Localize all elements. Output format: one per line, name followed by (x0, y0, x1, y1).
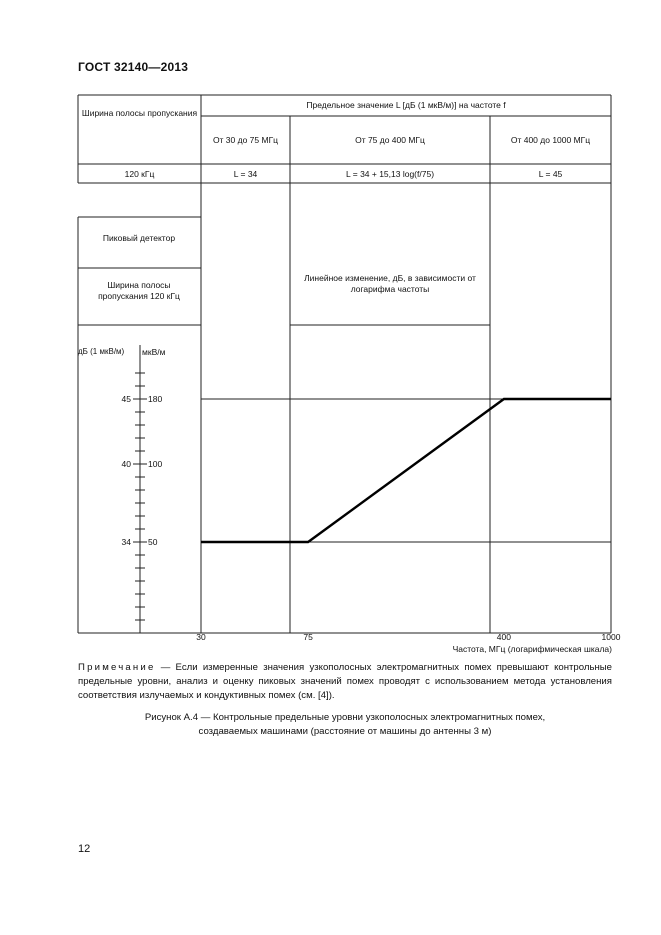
linear-annotation: Линейное изменение, дБ, в зависимости от логарифма частоты (304, 273, 476, 294)
bandwidth-value: 120 кГц (124, 169, 155, 179)
y-tick-label-db: 40 (121, 459, 131, 469)
unit-uv: мкВ/м (142, 347, 166, 357)
y-tick-label-uv: 50 (148, 537, 158, 547)
limit-line (201, 399, 611, 542)
range-1: От 30 до 75 МГц (212, 135, 279, 145)
limit-curve (201, 399, 611, 542)
x-tick-label: 1000 (601, 632, 621, 642)
note-label: Примечание (78, 662, 156, 673)
caption-line-2: создаваемых машинами (расстояние от машины до антенны 3 м) (198, 726, 492, 737)
figure-caption (78, 711, 612, 739)
y-tick-label-db: 34 (121, 537, 131, 547)
caption-line-1: Рисунок А.4 — Контрольные предельные уровни узкополосных электромагнитных помех, (144, 712, 546, 723)
side-bandwidth-label: Ширина полосы пропускания 120 кГц (98, 280, 180, 301)
x-tick-label: 75 (303, 632, 313, 642)
note-text: — Если измеренные значения узкополосных электромагнитных помех превышают контрольные предельные уровни, анализ и оценку пиковых значений помех проводят с использованием метода установления соответствия излучаемых и кондуктивных помех (см. [4]). (78, 662, 612, 701)
x-axis-title: Частота, МГц (логарифмическая шкала) (452, 644, 612, 654)
limit-header: Предельное значение L [дБ (1 мкВ/м)] на частоте f (306, 100, 506, 110)
bandwidth-header: Ширина полосы пропускания (81, 108, 198, 118)
note (78, 661, 612, 703)
y-tick-label-uv: 180 (148, 394, 163, 404)
unit-db: дБ (1 мкВ/м) (78, 347, 125, 356)
range-3: От 400 до 1000 МГц (510, 135, 591, 145)
y-tick-label-db: 45 (121, 394, 131, 404)
page-number: 12 (78, 843, 91, 855)
y-tick-label-uv: 100 (148, 459, 163, 469)
range-2: От 75 до 400 МГц (355, 135, 425, 145)
formula-1: L = 34 (233, 169, 258, 179)
detector-label: Пиковый детектор (102, 233, 176, 243)
formula-2: L = 34 + 15,13 log(f/75) (345, 169, 435, 179)
document-header: ГОСТ 32140—2013 (78, 60, 189, 74)
x-tick-label: 30 (196, 632, 206, 642)
x-tick-label: 400 (496, 632, 511, 642)
formula-3: L = 45 (538, 169, 563, 179)
